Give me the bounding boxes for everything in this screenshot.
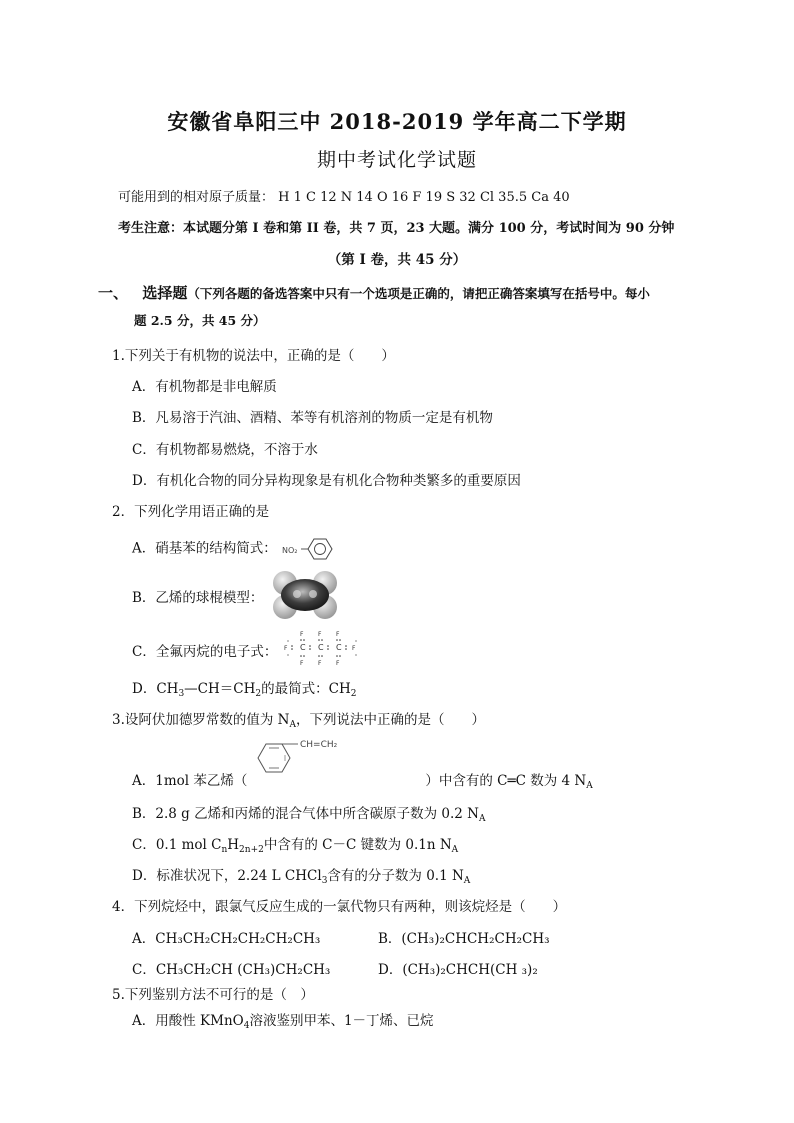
q3-stem: 3.设阿伏加德罗常数的值为 $N_A$，下列说法中正确的是（ ） [112,712,485,730]
exam-notice: 考生注意：本试题分第 I 卷和第 II 卷，共 7 页，23 大题。满分 100 分，考试时间为 90 分钟 [118,221,675,236]
q1-option-a: A．有机物都是非电解质 [132,379,277,395]
q2-option-c [132,640,277,660]
perfluoropropane-electron-formula-icon [282,628,360,668]
section-title: 选择题 [142,284,188,302]
svg-text:F: F [352,645,356,652]
q2-stem: 2．下列化学用语正确的是 [112,504,270,520]
q2-option-b-text: B．乙烯的球棍模型： [132,590,264,606]
ethylene-ball-model-icon [270,570,340,620]
page-title: 安徽省阜阳三中 2018-2019 学年高二下学期 [167,109,627,134]
q3-option-a: A．1mol 苯乙烯（ ）中含有的 C═C 数为 4 $N_A$ [132,773,593,791]
q2-option-c-text: C．全氟丙烷的电子式： [132,644,278,660]
svg-text:F: F [318,660,322,667]
q1-option-b: B．凡易溶于汽油、酒精、苯等有机溶剂的物质一定是有机物 [132,410,493,426]
volume-heading: （第 I 卷，共 45 分） [327,252,467,268]
q1-option-d: D．有机化合物的同分异构现象是有机化合物种类繁多的重要原因 [132,473,521,489]
q4-option-d: D．(CH₃)₂CHCH(CH ₃)₂ [378,962,538,978]
svg-text:F: F [300,631,304,638]
q4-option-b: B．(CH₃)₂CHCH₂CH₂CH₃ [378,931,550,947]
q5-option-a: A．用酸性 KMnO$_4$溶液鉴别甲苯、1－丁烯、已烷 [132,1013,434,1031]
section-number: 一、 [98,284,129,302]
q3-option-b: B．2.8 g 乙烯和丙烯的混合气体中所含碳原子数为 0.2 $N_A$ [132,806,486,824]
nitrobenzene-structure-icon [281,535,337,563]
q4-option-a: A．CH₃CH₂CH₂CH₂CH₂CH₃ [132,931,321,947]
atomic-masses-line: 可能用到的相对原子质量： H 1 C 12 N 14 O 16 F 19 S 32 Cl 35.5 Ca 40 [118,190,570,205]
q2-option-d: D．$CH_3—CH=CH_2$的最简式：$CH_2$ [132,681,357,699]
svg-text:C: C [318,643,324,652]
section-heading [98,282,650,303]
page-subtitle: 期中考试化学试题 [316,149,477,171]
section-instructions-cont: 题 2.5 分，共 45 分） [134,313,266,328]
q3-option-d: D．标准状况下，2.24 L CHCl$_3$含有的分子数为 0.1 $N_A$ [132,868,471,886]
q4-option-c: C．CH₃CH₂CH (CH₃)CH₂CH₃ [132,962,331,978]
q4-stem: 4．下列烷烃中，跟氯气反应生成的一氯代物只有两种，则该烷烃是（ ） [112,899,567,915]
svg-text:F: F [300,660,304,667]
q1-option-c: C．有机物都易燃烧，不溶于水 [132,442,318,458]
svg-text:F: F [336,660,340,667]
q1-stem: 1.下列关于有机物的说法中，正确的是（ ） [112,348,395,364]
svg-text:C: C [336,643,342,652]
q2-option-a [132,535,337,563]
svg-text:C: C [300,643,306,652]
svg-text:F: F [318,631,322,638]
q3-option-c: C．0.1 mol $C_nH_{2n+2}$中含有的 C－C 键数为 0.1n $N_A$ [132,837,459,855]
q2-option-b [132,586,263,606]
nitro-group-label: NO₂ [282,546,298,555]
vinyl-group-label: CH=CH₂ [300,740,338,750]
svg-text:F: F [284,645,288,652]
svg-text:F: F [336,631,340,638]
q5-stem: 5.下列鉴别方法不可行的是（ ） [112,987,314,1003]
section-instructions: （下列各题的备选答案中只有一个选项是正确的，请把正确答案填写在括号中。每小 [187,286,650,301]
q2-option-a-text: A．硝基苯的结构简式： [132,540,277,557]
